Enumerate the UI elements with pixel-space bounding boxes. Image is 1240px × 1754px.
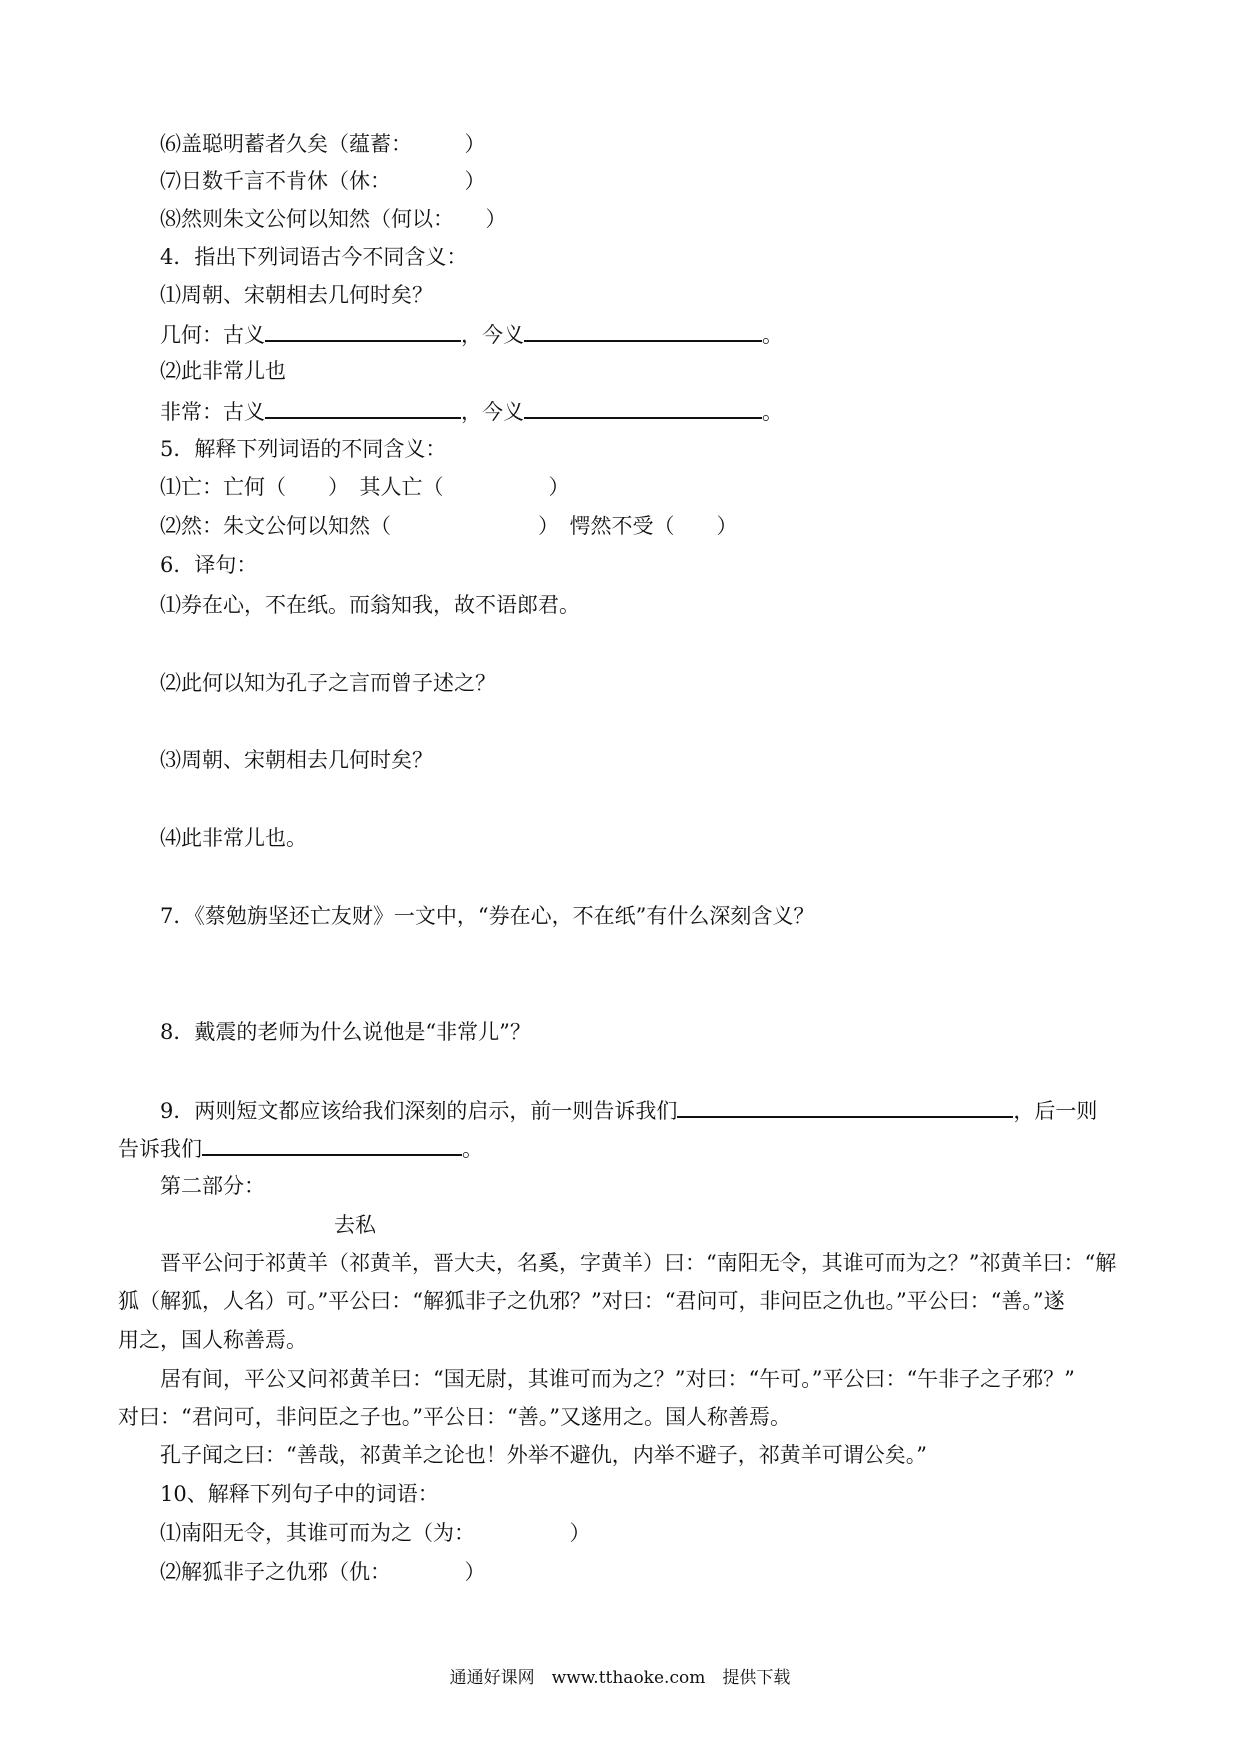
- passage-p1-line-2: 狐（解狐，人名）可。”平公曰：“解狐非子之仇邪？”对曰：“君问可，非问臣之仇也。”平公曰：“善。”遂: [118, 1289, 1065, 1313]
- answer-blank[interactable]: [265, 395, 461, 419]
- q3-item-8: ⑻然则朱文公何以知然（何以： ）: [160, 207, 507, 231]
- q7-question: 7．《蔡勉旃坚还亡友财》一文中，“券在心，不在纸”有什么深刻含义？: [160, 904, 815, 928]
- q3-item-7: ⑺日数千言不肯休（休： ）: [160, 169, 486, 193]
- q3-item-6: ⑹盖聪明蓄者久矣（蕴蓄： ）: [160, 132, 486, 156]
- passage-p1-line-3: 用之，国人称善焉。: [118, 1328, 307, 1352]
- q9-line-1: [160, 1094, 1097, 1126]
- q4-word-2-label: 非常：古义: [160, 400, 265, 424]
- q6-heading: 6．译句：: [160, 553, 258, 577]
- q4-word-1-label: 几何：古义: [160, 323, 265, 347]
- answer-blank[interactable]: [524, 395, 762, 419]
- passage-p2-line-1: 居有间，平公又问祁黄羊曰：“国无尉，其谁可而为之？”对曰：“午可。”平公曰：“午非子之子邪？”: [160, 1367, 1075, 1391]
- q5-item-2: ⑵然：朱文公何以知然（ ） 愕然不受（ ）: [160, 514, 738, 538]
- q6-sentence-4: ⑷此非常儿也。: [160, 826, 307, 850]
- q10-heading: 10、解释下列句子中的词语：: [160, 1482, 439, 1506]
- passage-title: 去私: [334, 1213, 376, 1237]
- passage-p2-line-2: 对曰：“君问可，非问臣之子也。”平公日：“善。”又遂用之。国人称善焉。: [118, 1405, 791, 1429]
- answer-blank[interactable]: [265, 318, 461, 342]
- sentence-end: 。: [762, 400, 783, 424]
- q9-text-2: ，后一则: [1013, 1099, 1098, 1123]
- sentence-end: 。: [462, 1137, 483, 1161]
- q8-question: 8．戴震的老师为什么说他是“非常儿”？: [160, 1020, 531, 1044]
- sentence-end: 。: [762, 323, 783, 347]
- q9-line-2: [118, 1132, 483, 1164]
- q6-sentence-1: ⑴券在心，不在纸。而翁知我，故不语郎君。: [160, 593, 580, 617]
- q4-sentence-1: ⑴周朝、宋朝相去几何时矣？: [160, 283, 433, 307]
- answer-blank[interactable]: [677, 1094, 1013, 1118]
- q4-heading: 4．指出下列词语古今不同含义：: [160, 245, 468, 269]
- q4-sentence-2: ⑵此非常儿也: [160, 359, 286, 383]
- q5-item-1: ⑴亡：亡何（ ） 其人亡（ ）: [160, 475, 570, 499]
- q4-answer-row-1: [160, 318, 783, 350]
- page-footer: 通通好课网 www.tthaoke.com 提供下载: [449, 1668, 791, 1688]
- part2-heading: 第二部分：: [160, 1174, 265, 1198]
- q6-sentence-3: ⑶周朝、宋朝相去几何时矣？: [160, 748, 433, 772]
- answer-blank[interactable]: [524, 318, 762, 342]
- passage-p1-line-1: 晋平公问于祁黄羊（祁黄羊，晋大夫，名奚，字黄羊）曰：“南阳无令，其谁可而为之？”祁黄羊曰：“解: [160, 1251, 1117, 1275]
- modern-meaning-label: ，今义: [461, 400, 524, 424]
- q10-item-2: ⑵解狐非子之仇邪（仇： ）: [160, 1560, 486, 1584]
- q4-answer-row-2: [160, 395, 783, 427]
- modern-meaning-label: ，今义: [461, 323, 524, 347]
- q5-heading: 5．解释下列词语的不同含义：: [160, 437, 447, 461]
- q9-text-1: 9．两则短文都应该给我们深刻的启示，前一则告诉我们: [160, 1099, 678, 1123]
- q6-sentence-2: ⑵此何以知为孔子之言而曾子述之？: [160, 671, 496, 695]
- passage-p3: 孔子闻之曰：“善哉，祁黄羊之论也！外举不避仇，内举不避子，祁黄羊可谓公矣。”: [160, 1443, 927, 1467]
- answer-blank[interactable]: [202, 1132, 462, 1156]
- q10-item-1: ⑴南阳无令，其谁可而为之（为： ）: [160, 1521, 591, 1545]
- q9-text-3: 告诉我们: [118, 1137, 202, 1161]
